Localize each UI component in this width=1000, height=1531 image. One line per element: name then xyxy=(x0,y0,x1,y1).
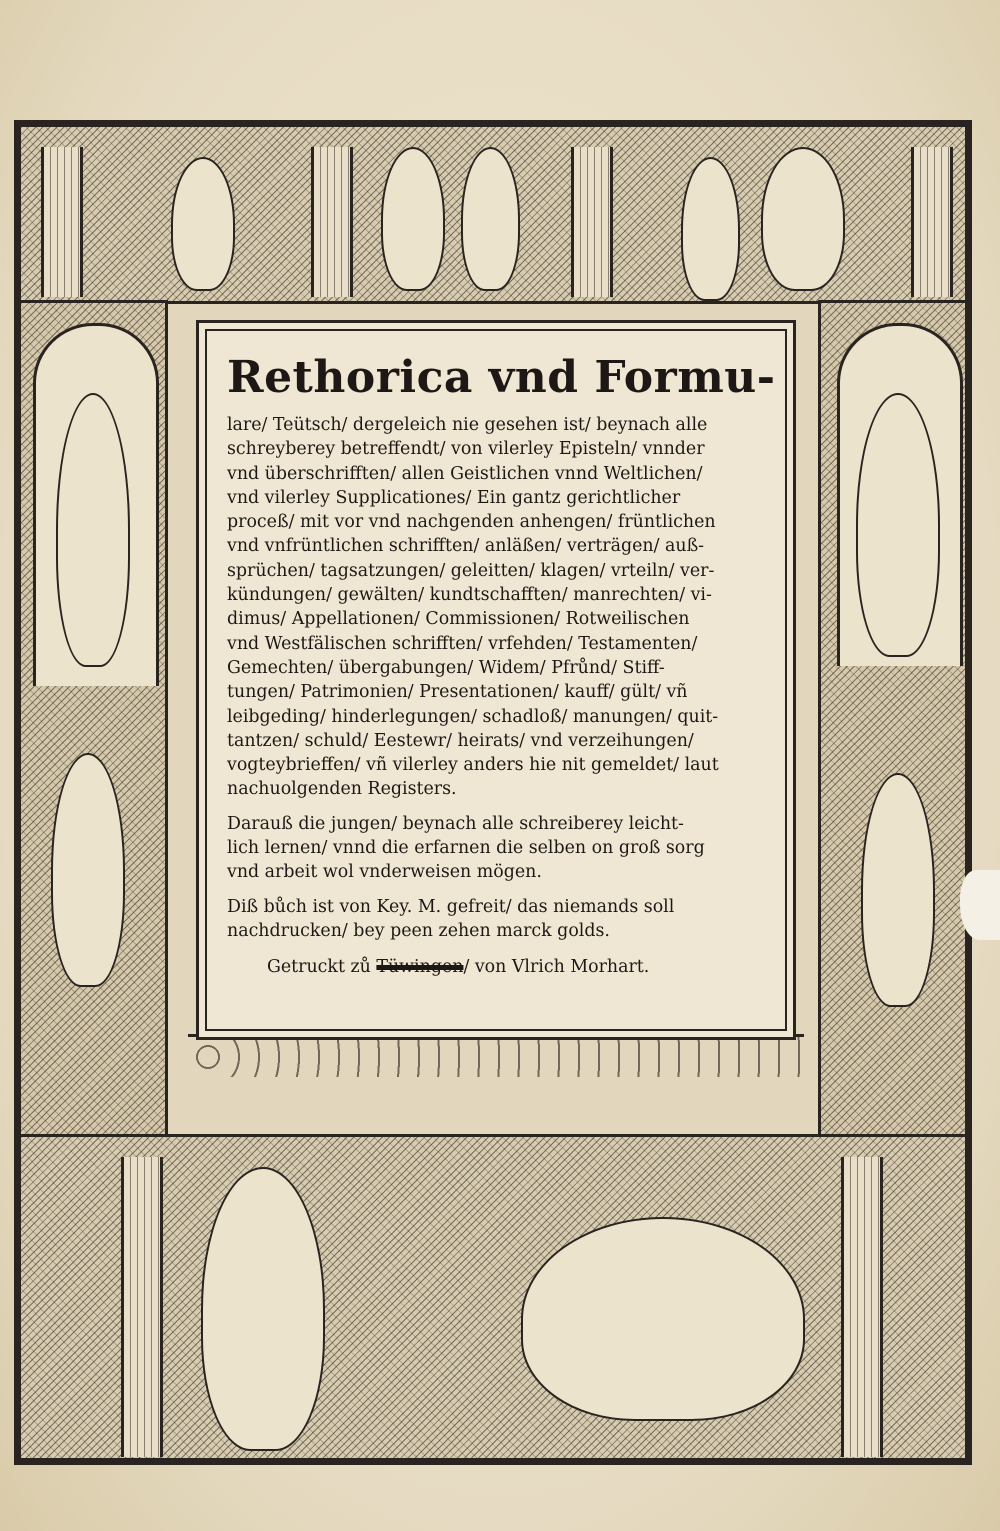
woodcut-figure xyxy=(761,147,845,291)
text-line: vogteybrieffen/ vñ vilerley anders hie nit gemeldet/ laut xyxy=(227,755,719,776)
imprint-prefix: Getruckt zů xyxy=(267,957,371,978)
paragraph-privilege xyxy=(227,895,765,944)
text-line: nachdrucken/ bey peen zehen marck golds. xyxy=(227,920,610,941)
column-ornament xyxy=(841,1157,883,1457)
title-text-panel xyxy=(196,320,796,1040)
column-ornament xyxy=(41,147,83,297)
text-line: lich lernen/ vnnd die erfarnen die selben on groß sorg xyxy=(227,838,705,859)
text-line: schreyberey betreffendt/ von vilerley Episteln/ vnnder xyxy=(227,439,705,460)
column-ornament xyxy=(121,1157,163,1457)
woodcut-figure xyxy=(381,147,445,291)
column-ornament xyxy=(311,147,353,297)
text-line: vnd vnfrüntlichen schrifften/ anläßen/ verträgen/ auß- xyxy=(227,536,705,557)
scroll-ornament xyxy=(188,1034,804,1077)
woodcut-figure xyxy=(201,1167,325,1451)
woodcut-figure xyxy=(51,753,125,987)
text-line: Diß bůch ist von Key. M. gefreit/ das niemands soll xyxy=(227,896,675,917)
paragraph-learning xyxy=(227,812,765,885)
paper-tear xyxy=(960,870,1000,940)
woodcut-figure xyxy=(856,393,940,657)
text-line: tantzen/ schuld/ Eestewr/ heirats/ vnd verzeihungen/ xyxy=(227,730,694,751)
text-line: kündungen/ gewälten/ kundtschafften/ manrechten/ vi- xyxy=(227,585,712,606)
title-body xyxy=(227,413,765,802)
text-line: leibgeding/ hinderlegungen/ schadloß/ manungen/ quit- xyxy=(227,706,719,727)
woodcut-figure xyxy=(861,773,935,1007)
text-line: vnd arbeit wol vnderweisen mögen. xyxy=(227,862,542,883)
woodcut-figure xyxy=(56,393,130,667)
woodcut-figure xyxy=(461,147,520,291)
text-line: sprüchen/ tagsatzungen/ geleitten/ klagen/ vrteiln/ ver- xyxy=(227,560,715,581)
column-ornament xyxy=(911,147,953,297)
right-woodcut-column xyxy=(818,300,968,1140)
text-line: nachuolgenden Registers. xyxy=(227,779,457,800)
woodcut-figure xyxy=(171,157,235,291)
text-line: Gemechten/ übergabungen/ Widem/ Pfrůnd/ Stiff- xyxy=(227,657,665,678)
text-line: vnd vilerley Supplicationes/ Ein gantz gerichtlicher xyxy=(227,487,681,508)
woodcut-figure xyxy=(521,1217,805,1421)
text-line: Darauß die jungen/ beynach alle schreiberey leicht- xyxy=(227,813,684,834)
imprint-suffix: / von Vlrich Morhart. xyxy=(463,957,650,978)
text-line: dimus/ Appellationen/ Commissionen/ Rotweilischen xyxy=(227,609,690,630)
column-ornament xyxy=(571,147,613,297)
text-line: tungen/ Patrimonien/ Presentationen/ kauff/ gült/ vñ xyxy=(227,682,688,703)
left-woodcut-column xyxy=(18,300,168,1140)
text-line: vnd überschrifften/ allen Geistlichen vnnd Weltlichen/ xyxy=(227,463,703,484)
printer-imprint xyxy=(267,957,765,977)
text-line: proceß/ mit vor vnd nachgenden anhengen/ früntlichen xyxy=(227,512,716,533)
bottom-woodcut-scene xyxy=(18,1134,968,1461)
imprint-struck-place: Tüwingen xyxy=(376,957,464,978)
top-woodcut-scene xyxy=(18,124,968,304)
page-title: Rethorica vnd Formu- xyxy=(227,352,776,403)
woodcut-border-frame xyxy=(14,120,972,1465)
woodcut-figure xyxy=(681,157,740,301)
text-line: vnd Westfälischen schrifften/ vrfehden/ Testamenten/ xyxy=(227,633,698,654)
text-line: lare/ Teütsch/ dergeleich nie gesehen ist/ beynach alle xyxy=(227,415,708,435)
